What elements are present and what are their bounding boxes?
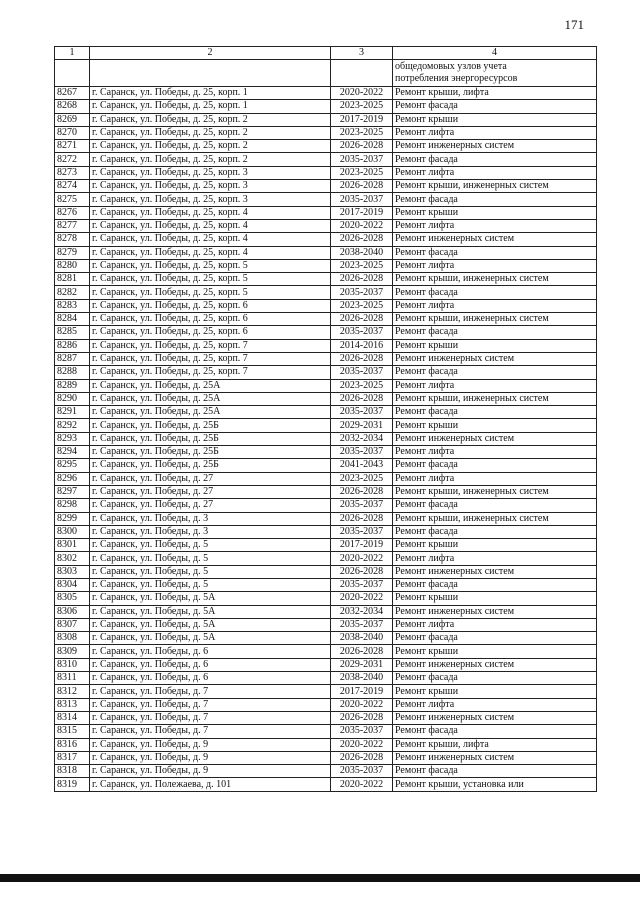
period: 2026-2028 xyxy=(331,313,393,326)
address: г. Саранск, ул. Победы, д. 7 xyxy=(90,711,331,724)
continuation-text xyxy=(393,60,597,87)
work-type: Ремонт фасада xyxy=(393,406,597,419)
table-row xyxy=(55,698,597,711)
period: 2035-2037 xyxy=(331,326,393,339)
table-row xyxy=(55,605,597,618)
table-row xyxy=(55,552,597,565)
continuation-line: общедомовых узлов учета xyxy=(395,61,507,72)
work-type: Ремонт лифта xyxy=(393,219,597,232)
row-number: 8295 xyxy=(55,459,90,472)
period: 2032-2034 xyxy=(331,605,393,618)
work-type: Ремонт инженерных систем xyxy=(393,565,597,578)
period: 2023-2025 xyxy=(331,379,393,392)
work-type: Ремонт крыши xyxy=(393,645,597,658)
table-row xyxy=(55,392,597,405)
period: 2020-2022 xyxy=(331,698,393,711)
work-type: Ремонт фасада xyxy=(393,725,597,738)
work-type: Ремонт инженерных систем xyxy=(393,432,597,445)
table-row xyxy=(55,632,597,645)
table-row xyxy=(55,286,597,299)
work-type: Ремонт инженерных систем xyxy=(393,605,597,618)
work-type: Ремонт фасада xyxy=(393,632,597,645)
table-row xyxy=(55,100,597,113)
table-row xyxy=(55,711,597,724)
address: г. Саранск, ул. Победы, д. 25, корп. 4 xyxy=(90,219,331,232)
period: 2020-2022 xyxy=(331,219,393,232)
period: 2023-2025 xyxy=(331,100,393,113)
work-type: Ремонт инженерных систем xyxy=(393,751,597,764)
address: г. Саранск, ул. Победы, д. 25Б xyxy=(90,446,331,459)
row-number: 8298 xyxy=(55,499,90,512)
work-type: Ремонт крыши xyxy=(393,206,597,219)
row-number: 8309 xyxy=(55,645,90,658)
table-row xyxy=(55,313,597,326)
work-type: Ремонт фасада xyxy=(393,326,597,339)
address: г. Саранск, ул. Победы, д. 27 xyxy=(90,472,331,485)
work-type: Ремонт лифта xyxy=(393,552,597,565)
row-number: 8275 xyxy=(55,193,90,206)
row-number: 8289 xyxy=(55,379,90,392)
address: г. Саранск, ул. Победы, д. 7 xyxy=(90,698,331,711)
row-number: 8305 xyxy=(55,592,90,605)
period: 2020-2022 xyxy=(331,592,393,605)
table-row xyxy=(55,725,597,738)
table-row xyxy=(55,326,597,339)
continuation-cell xyxy=(331,60,393,87)
period: 2026-2028 xyxy=(331,645,393,658)
address: г. Саранск, ул. Победы, д. 25, корп. 6 xyxy=(90,313,331,326)
row-number: 8317 xyxy=(55,751,90,764)
row-number: 8301 xyxy=(55,539,90,552)
row-number: 8318 xyxy=(55,765,90,778)
row-number: 8299 xyxy=(55,512,90,525)
address: г. Саранск, ул. Победы, д. 25, корп. 7 xyxy=(90,366,331,379)
row-number: 8297 xyxy=(55,485,90,498)
address: г. Саранск, ул. Победы, д. 25А xyxy=(90,379,331,392)
period: 2026-2028 xyxy=(331,273,393,286)
work-type: Ремонт крыши xyxy=(393,592,597,605)
table-row xyxy=(55,299,597,312)
table-row xyxy=(55,366,597,379)
row-number: 8284 xyxy=(55,313,90,326)
row-number: 8282 xyxy=(55,286,90,299)
period: 2023-2025 xyxy=(331,126,393,139)
address: г. Саранск, ул. Победы, д. 25Б xyxy=(90,419,331,432)
address: г. Саранск, ул. Победы, д. 25, корп. 1 xyxy=(90,87,331,100)
table-row xyxy=(55,339,597,352)
address: г. Саранск, ул. Победы, д. 25, корп. 3 xyxy=(90,180,331,193)
table-row xyxy=(55,778,597,791)
address: г. Саранск, ул. Победы, д. 5 xyxy=(90,539,331,552)
row-number: 8268 xyxy=(55,100,90,113)
table-row xyxy=(55,446,597,459)
table-row xyxy=(55,113,597,126)
work-type: Ремонт крыши xyxy=(393,339,597,352)
period: 2035-2037 xyxy=(331,406,393,419)
work-type: Ремонт лифта xyxy=(393,698,597,711)
period: 2020-2022 xyxy=(331,738,393,751)
period: 2026-2028 xyxy=(331,485,393,498)
table-row xyxy=(55,618,597,631)
period: 2035-2037 xyxy=(331,446,393,459)
address: г. Саранск, ул. Победы, д. 25, корп. 2 xyxy=(90,153,331,166)
work-type: Ремонт фасада xyxy=(393,193,597,206)
row-number: 8311 xyxy=(55,672,90,685)
address: г. Саранск, ул. Победы, д. 6 xyxy=(90,658,331,671)
address: г. Саранск, ул. Победы, д. 5А xyxy=(90,592,331,605)
period: 2017-2019 xyxy=(331,539,393,552)
address: г. Саранск, ул. Победы, д. 25, корп. 7 xyxy=(90,352,331,365)
work-type: Ремонт инженерных систем xyxy=(393,233,597,246)
address: г. Саранск, ул. Победы, д. 25, корп. 5 xyxy=(90,259,331,272)
column-number: 1 xyxy=(55,47,90,60)
period: 2038-2040 xyxy=(331,672,393,685)
period: 2026-2028 xyxy=(331,512,393,525)
table-row xyxy=(55,499,597,512)
table-row xyxy=(55,645,597,658)
table-row xyxy=(55,525,597,538)
work-type: Ремонт фасада xyxy=(393,246,597,259)
address: г. Саранск, ул. Победы, д. 25, корп. 2 xyxy=(90,113,331,126)
period: 2023-2025 xyxy=(331,299,393,312)
row-number: 8274 xyxy=(55,180,90,193)
period: 2041-2043 xyxy=(331,459,393,472)
work-type: Ремонт инженерных систем xyxy=(393,711,597,724)
table-row xyxy=(55,419,597,432)
period: 2035-2037 xyxy=(331,525,393,538)
row-number: 8304 xyxy=(55,578,90,591)
column-number: 4 xyxy=(393,47,597,60)
work-type: Ремонт фасада xyxy=(393,525,597,538)
work-type: Ремонт крыши, инженерных систем xyxy=(393,313,597,326)
work-type: Ремонт фасада xyxy=(393,153,597,166)
table-row xyxy=(55,765,597,778)
row-number: 8302 xyxy=(55,552,90,565)
row-number: 8279 xyxy=(55,246,90,259)
table-row xyxy=(55,87,597,100)
row-number: 8278 xyxy=(55,233,90,246)
work-type: Ремонт фасада xyxy=(393,765,597,778)
address: г. Саранск, ул. Победы, д. 5А xyxy=(90,605,331,618)
row-number: 8269 xyxy=(55,113,90,126)
period: 2032-2034 xyxy=(331,432,393,445)
work-type: Ремонт фасада xyxy=(393,672,597,685)
address: г. Саранск, ул. Победы, д. 25Б xyxy=(90,432,331,445)
period: 2023-2025 xyxy=(331,259,393,272)
table-row xyxy=(55,672,597,685)
period: 2026-2028 xyxy=(331,565,393,578)
address: г. Саранск, ул. Победы, д. 5 xyxy=(90,565,331,578)
address: г. Саранск, ул. Победы, д. 25, корп. 6 xyxy=(90,326,331,339)
table-row xyxy=(55,432,597,445)
address: г. Саранск, ул. Победы, д. 9 xyxy=(90,765,331,778)
address: г. Саранск, ул. Полежаева, д. 101 xyxy=(90,778,331,791)
row-number: 8315 xyxy=(55,725,90,738)
row-number: 8285 xyxy=(55,326,90,339)
work-type: Ремонт фасада xyxy=(393,499,597,512)
table-row xyxy=(55,259,597,272)
address: г. Саранск, ул. Победы, д. 5А xyxy=(90,618,331,631)
address: г. Саранск, ул. Победы, д. 7 xyxy=(90,725,331,738)
capital-repair-table xyxy=(54,46,597,792)
continuation-row xyxy=(55,60,597,87)
row-number: 8281 xyxy=(55,273,90,286)
address: г. Саранск, ул. Победы, д. 6 xyxy=(90,645,331,658)
row-number: 8273 xyxy=(55,166,90,179)
table-row xyxy=(55,352,597,365)
table-row xyxy=(55,219,597,232)
period: 2020-2022 xyxy=(331,87,393,100)
period: 2020-2022 xyxy=(331,778,393,791)
table-row xyxy=(55,206,597,219)
table-row xyxy=(55,379,597,392)
work-type: Ремонт лифта xyxy=(393,472,597,485)
row-number: 8294 xyxy=(55,446,90,459)
address: г. Саранск, ул. Победы, д. 25, корп. 1 xyxy=(90,100,331,113)
period: 2017-2019 xyxy=(331,113,393,126)
column-number: 2 xyxy=(90,47,331,60)
work-type: Ремонт крыши xyxy=(393,419,597,432)
continuation-line: потребления энергоресурсов xyxy=(395,73,518,84)
address: г. Саранск, ул. Победы, д. 25, корп. 2 xyxy=(90,126,331,139)
row-number: 8287 xyxy=(55,352,90,365)
period: 2014-2016 xyxy=(331,339,393,352)
column-number: 3 xyxy=(331,47,393,60)
table-row xyxy=(55,512,597,525)
work-type: Ремонт крыши, установка или xyxy=(393,778,597,791)
table-row xyxy=(55,459,597,472)
work-type: Ремонт лифта xyxy=(393,126,597,139)
work-type: Ремонт крыши, инженерных систем xyxy=(393,485,597,498)
work-type: Ремонт лифта xyxy=(393,379,597,392)
address: г. Саранск, ул. Победы, д. 27 xyxy=(90,485,331,498)
work-type: Ремонт фасада xyxy=(393,459,597,472)
table-row xyxy=(55,166,597,179)
table-row xyxy=(55,472,597,485)
work-type: Ремонт крыши, инженерных систем xyxy=(393,512,597,525)
period: 2029-2031 xyxy=(331,658,393,671)
table-row xyxy=(55,246,597,259)
row-number: 8296 xyxy=(55,472,90,485)
table-row xyxy=(55,592,597,605)
row-number: 8291 xyxy=(55,406,90,419)
row-number: 8314 xyxy=(55,711,90,724)
table-row xyxy=(55,153,597,166)
table-row xyxy=(55,140,597,153)
address: г. Саранск, ул. Победы, д. 25, корп. 4 xyxy=(90,206,331,219)
period: 2026-2028 xyxy=(331,180,393,193)
work-type: Ремонт инженерных систем xyxy=(393,658,597,671)
address: г. Саранск, ул. Победы, д. 7 xyxy=(90,685,331,698)
period: 2026-2028 xyxy=(331,392,393,405)
period: 2035-2037 xyxy=(331,578,393,591)
period: 2026-2028 xyxy=(331,233,393,246)
row-number: 8300 xyxy=(55,525,90,538)
work-type: Ремонт фасада xyxy=(393,366,597,379)
work-type: Ремонт крыши, лифта xyxy=(393,738,597,751)
table-row xyxy=(55,738,597,751)
row-number: 8308 xyxy=(55,632,90,645)
address: г. Саранск, ул. Победы, д. 9 xyxy=(90,751,331,764)
period: 2035-2037 xyxy=(331,618,393,631)
address: г. Саранск, ул. Победы, д. 25А xyxy=(90,392,331,405)
work-type: Ремонт крыши, инженерных систем xyxy=(393,392,597,405)
address: г. Саранск, ул. Победы, д. 25, корп. 3 xyxy=(90,166,331,179)
work-type: Ремонт фасада xyxy=(393,286,597,299)
address: г. Саранск, ул. Победы, д. 25, корп. 4 xyxy=(90,233,331,246)
period: 2035-2037 xyxy=(331,765,393,778)
address: г. Саранск, ул. Победы, д. 25, корп. 2 xyxy=(90,140,331,153)
row-number: 8276 xyxy=(55,206,90,219)
period: 2035-2037 xyxy=(331,193,393,206)
work-type: Ремонт лифта xyxy=(393,618,597,631)
address: г. Саранск, ул. Победы, д. 25, корп. 6 xyxy=(90,299,331,312)
page-number: 171 xyxy=(564,17,584,32)
address: г. Саранск, ул. Победы, д. 25, корп. 7 xyxy=(90,339,331,352)
work-type: Ремонт фасада xyxy=(393,578,597,591)
address: г. Саранск, ул. Победы, д. 6 xyxy=(90,672,331,685)
period: 2038-2040 xyxy=(331,632,393,645)
work-type: Ремонт лифта xyxy=(393,299,597,312)
table-row xyxy=(55,658,597,671)
table-row xyxy=(55,751,597,764)
row-number: 8292 xyxy=(55,419,90,432)
period: 2017-2019 xyxy=(331,206,393,219)
work-type: Ремонт инженерных систем xyxy=(393,352,597,365)
table-row xyxy=(55,485,597,498)
row-number: 8316 xyxy=(55,738,90,751)
row-number: 8280 xyxy=(55,259,90,272)
address: г. Саранск, ул. Победы, д. 5 xyxy=(90,552,331,565)
row-number: 8312 xyxy=(55,685,90,698)
row-number: 8271 xyxy=(55,140,90,153)
period: 2020-2022 xyxy=(331,552,393,565)
row-number: 8267 xyxy=(55,87,90,100)
work-type: Ремонт крыши, инженерных систем xyxy=(393,273,597,286)
address: г. Саранск, ул. Победы, д. 25А xyxy=(90,406,331,419)
period: 2026-2028 xyxy=(331,352,393,365)
work-type: Ремонт лифта xyxy=(393,259,597,272)
address: г. Саранск, ул. Победы, д. 27 xyxy=(90,499,331,512)
row-number: 8293 xyxy=(55,432,90,445)
period: 2035-2037 xyxy=(331,153,393,166)
row-number: 8290 xyxy=(55,392,90,405)
period: 2026-2028 xyxy=(331,751,393,764)
row-number: 8283 xyxy=(55,299,90,312)
column-number-row xyxy=(55,47,597,60)
period: 2035-2037 xyxy=(331,366,393,379)
work-type: Ремонт фасада xyxy=(393,100,597,113)
scan-bottom-edge xyxy=(0,874,640,882)
address: г. Саранск, ул. Победы, д. 9 xyxy=(90,738,331,751)
work-type: Ремонт крыши xyxy=(393,113,597,126)
period: 2035-2037 xyxy=(331,725,393,738)
period: 2026-2028 xyxy=(331,711,393,724)
row-number: 8277 xyxy=(55,219,90,232)
period: 2026-2028 xyxy=(331,140,393,153)
address: г. Саранск, ул. Победы, д. 25, корп. 4 xyxy=(90,246,331,259)
period: 2035-2037 xyxy=(331,286,393,299)
table-row xyxy=(55,233,597,246)
period: 2023-2025 xyxy=(331,166,393,179)
period: 2023-2025 xyxy=(331,472,393,485)
table-row xyxy=(55,126,597,139)
table-row xyxy=(55,539,597,552)
period: 2038-2040 xyxy=(331,246,393,259)
table-row xyxy=(55,578,597,591)
row-number: 8286 xyxy=(55,339,90,352)
address: г. Саранск, ул. Победы, д. 25Б xyxy=(90,459,331,472)
work-type: Ремонт крыши, инженерных систем xyxy=(393,180,597,193)
work-type: Ремонт лифта xyxy=(393,446,597,459)
period: 2029-2031 xyxy=(331,419,393,432)
row-number: 8310 xyxy=(55,658,90,671)
table-row xyxy=(55,565,597,578)
address: г. Саранск, ул. Победы, д. 3 xyxy=(90,512,331,525)
continuation-cell xyxy=(90,60,331,87)
address: г. Саранск, ул. Победы, д. 25, корп. 5 xyxy=(90,286,331,299)
row-number: 8272 xyxy=(55,153,90,166)
table-row xyxy=(55,193,597,206)
address: г. Саранск, ул. Победы, д. 25, корп. 5 xyxy=(90,273,331,286)
work-type: Ремонт крыши xyxy=(393,685,597,698)
work-type: Ремонт крыши, лифта xyxy=(393,87,597,100)
address: г. Саранск, ул. Победы, д. 25, корп. 3 xyxy=(90,193,331,206)
table-row xyxy=(55,685,597,698)
work-type: Ремонт крыши xyxy=(393,539,597,552)
row-number: 8306 xyxy=(55,605,90,618)
table-row xyxy=(55,273,597,286)
row-number: 8319 xyxy=(55,778,90,791)
continuation-cell xyxy=(55,60,90,87)
address: г. Саранск, ул. Победы, д. 3 xyxy=(90,525,331,538)
period: 2017-2019 xyxy=(331,685,393,698)
address: г. Саранск, ул. Победы, д. 5 xyxy=(90,578,331,591)
row-number: 8307 xyxy=(55,618,90,631)
row-number: 8303 xyxy=(55,565,90,578)
table-row xyxy=(55,180,597,193)
row-number: 8313 xyxy=(55,698,90,711)
row-number: 8270 xyxy=(55,126,90,139)
work-type: Ремонт инженерных систем xyxy=(393,140,597,153)
period: 2035-2037 xyxy=(331,499,393,512)
work-type: Ремонт лифта xyxy=(393,166,597,179)
row-number: 8288 xyxy=(55,366,90,379)
table-row xyxy=(55,406,597,419)
address: г. Саранск, ул. Победы, д. 5А xyxy=(90,632,331,645)
